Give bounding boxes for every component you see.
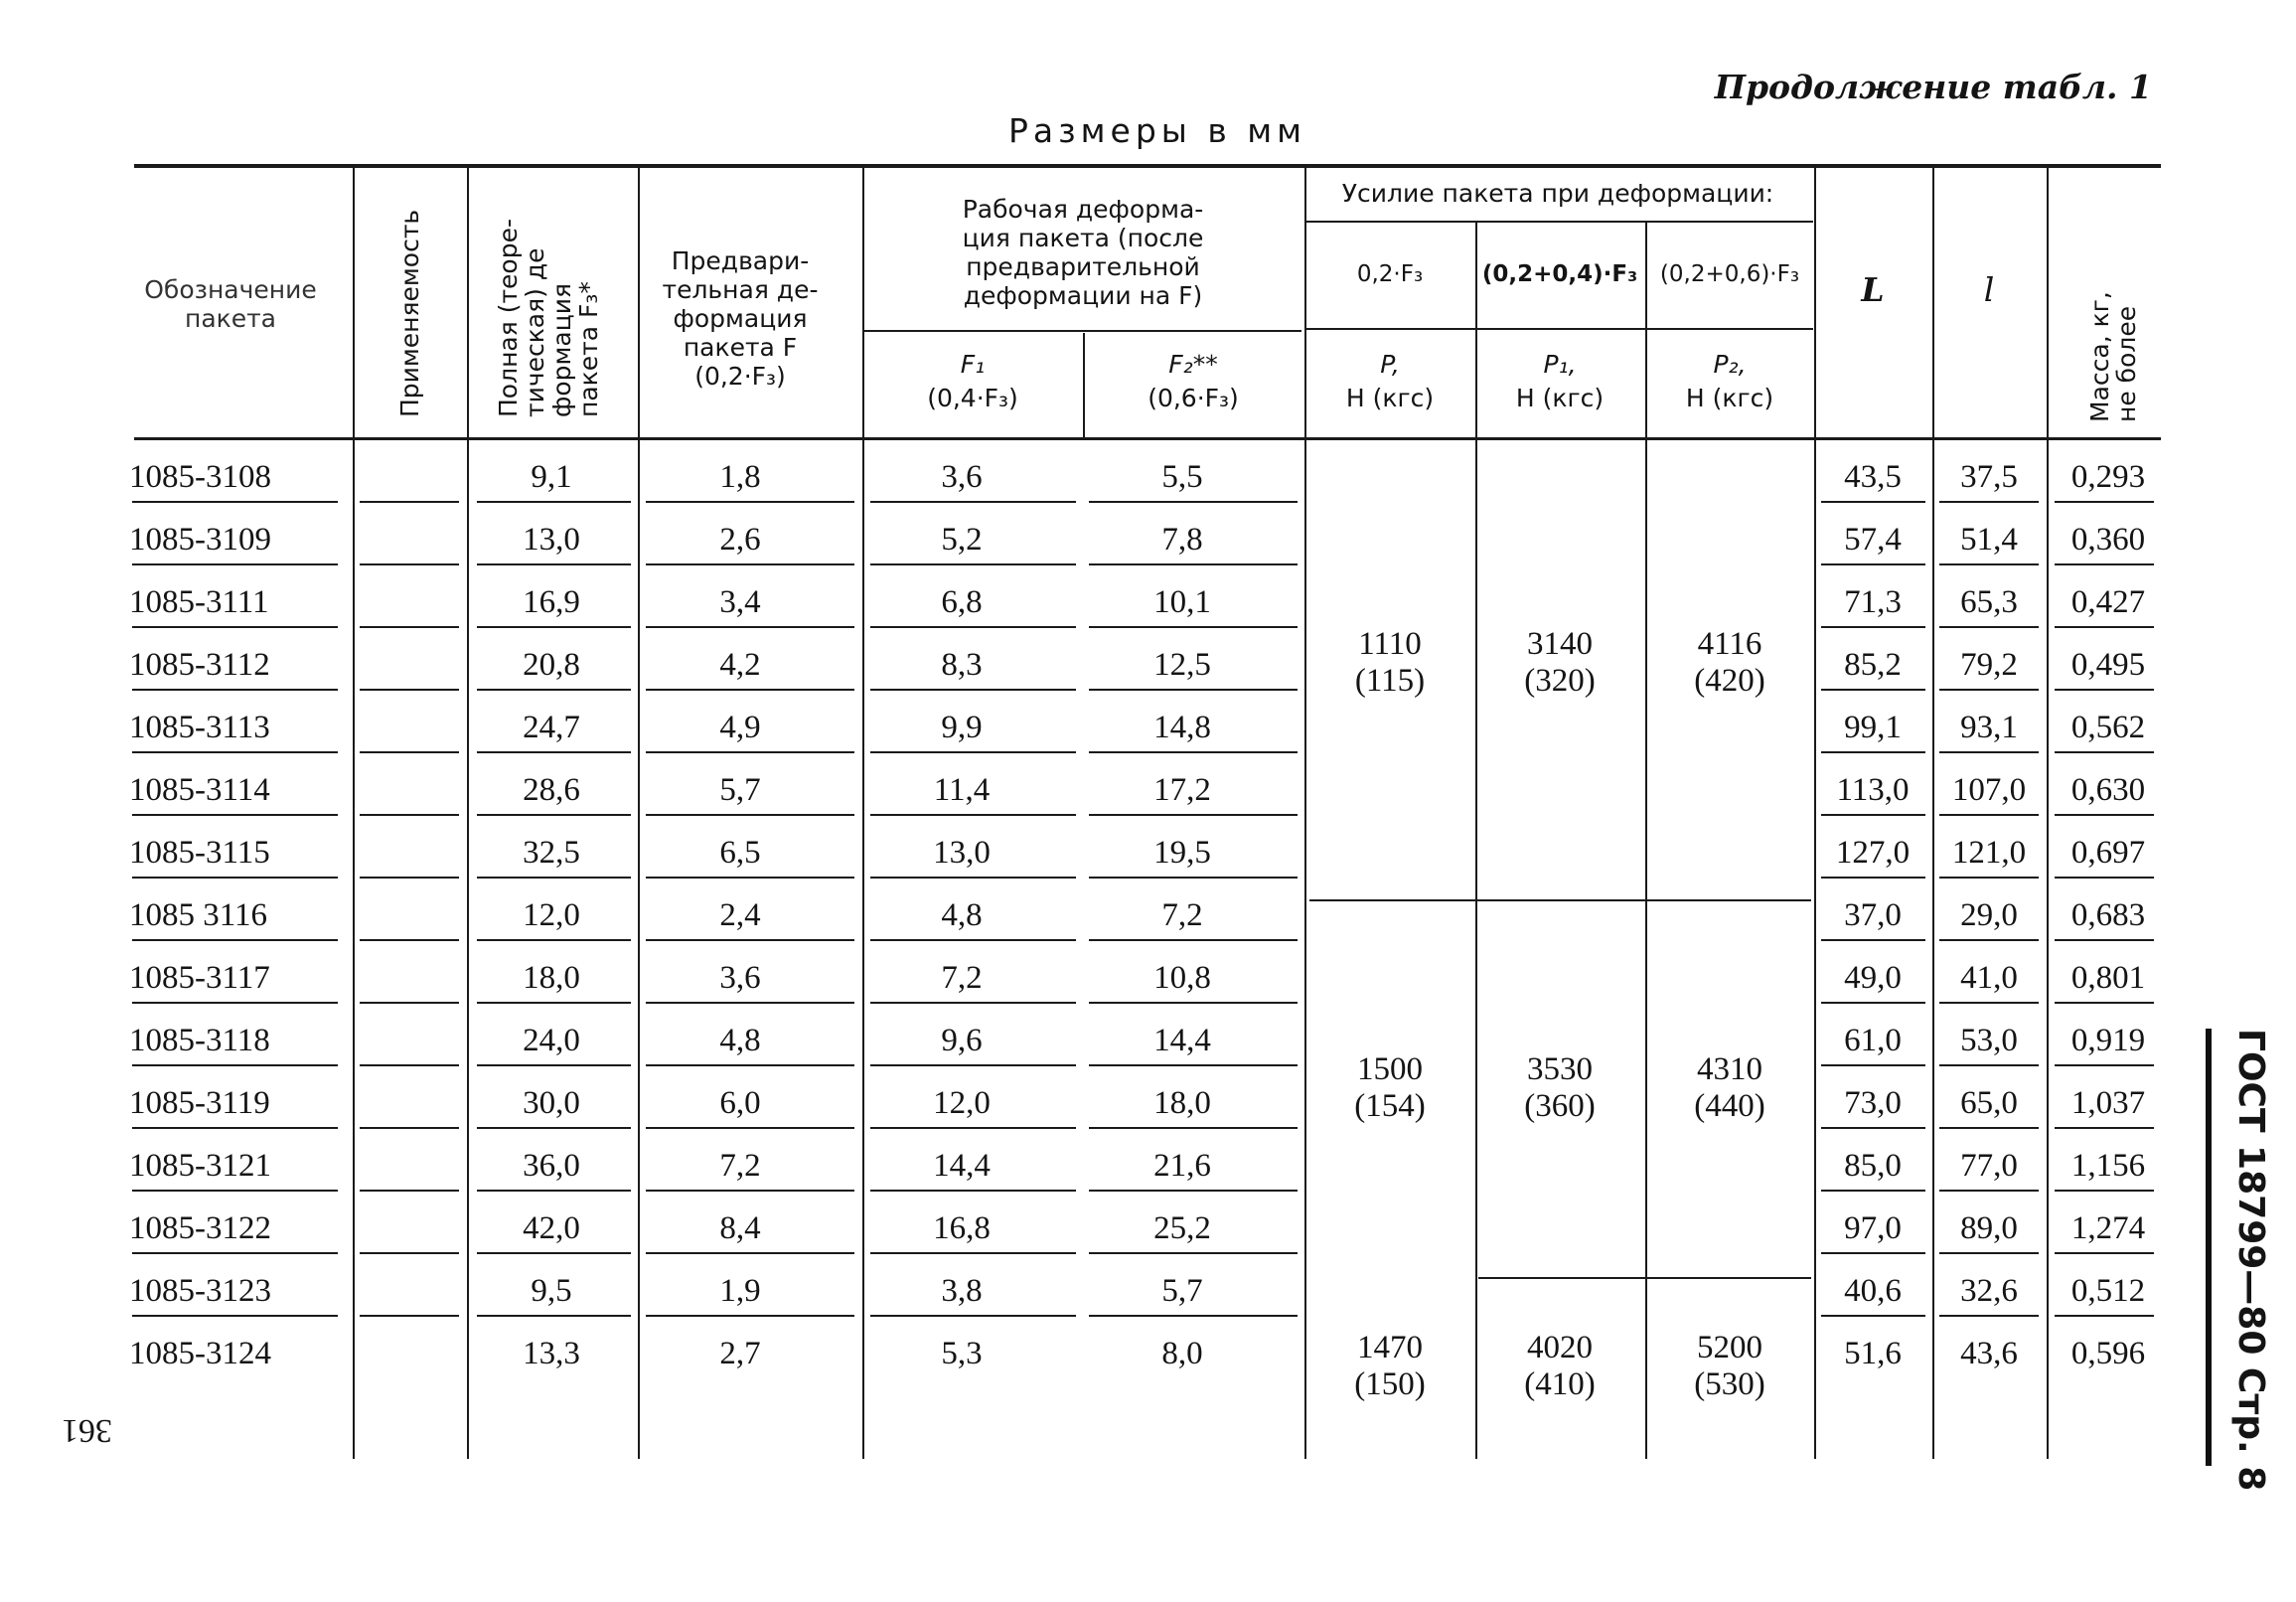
cell-f2: 12,5 <box>1153 647 1211 683</box>
cell-f2: 19,5 <box>1153 835 1211 871</box>
cell-f2: 17,2 <box>1153 772 1211 808</box>
row-rule <box>646 1190 854 1192</box>
cell-l: 89,0 <box>1960 1210 2018 1246</box>
cell-pre-def: 2,6 <box>719 522 761 558</box>
cell-l: 79,2 <box>1960 647 2018 683</box>
cell-designation: 1085-3124 <box>129 1336 271 1371</box>
row-rule <box>477 751 631 753</box>
row-rule <box>1821 1127 1925 1129</box>
row-rule <box>1939 877 2039 879</box>
row-rule <box>870 1002 1076 1004</box>
cell-full-def: 32,5 <box>523 835 580 871</box>
row-rule <box>1089 689 1298 691</box>
cell-full-def: 20,8 <box>523 647 580 683</box>
header-designation: Обозначение пакета <box>144 275 317 333</box>
cell-f2: 10,8 <box>1153 960 1211 996</box>
cell-pre-def: 1,8 <box>719 459 761 495</box>
cell-l: 107,0 <box>1951 772 2027 808</box>
row-rule <box>360 1064 459 1066</box>
cell-f2: 10,1 <box>1153 584 1211 620</box>
cell-pre-def: 7,2 <box>719 1148 761 1184</box>
row-rule <box>2055 939 2154 941</box>
cell-designation: 1085-3111 <box>129 584 269 620</box>
cell-full-def: 13,0 <box>523 522 580 558</box>
row-rule <box>2055 1127 2154 1129</box>
cell-f1: 12,0 <box>933 1085 991 1121</box>
cell-full-def: 12,0 <box>523 897 580 933</box>
row-rule <box>1089 1064 1298 1066</box>
row-rule <box>646 501 854 503</box>
cell-pre-def: 1,9 <box>719 1273 761 1309</box>
header-force-b: (0,2+0,4)·F₃ <box>1481 261 1638 287</box>
cell-mass: 1,156 <box>2070 1148 2146 1184</box>
cell-L: 37,0 <box>1844 897 1902 933</box>
row-rule <box>132 1002 338 1004</box>
row-rule <box>132 939 338 941</box>
cell-l: 37,5 <box>1960 459 2018 495</box>
cell-L: 49,0 <box>1844 960 1902 996</box>
row-rule <box>646 814 854 816</box>
cell-designation: 1085-3114 <box>129 772 270 808</box>
row-rule <box>870 1315 1076 1317</box>
row-rule <box>132 814 338 816</box>
row-rule <box>132 626 338 628</box>
cell-l: 29,0 <box>1960 897 2018 933</box>
row-rule <box>477 814 631 816</box>
row-rule <box>1089 814 1298 816</box>
cell-designation: 1085-3123 <box>129 1273 271 1309</box>
cell-mass: 1,037 <box>2070 1085 2146 1121</box>
row-rule <box>477 1315 631 1317</box>
row-rule <box>1821 689 1925 691</box>
row-rule <box>2055 1002 2154 1004</box>
row-rule <box>132 1252 338 1254</box>
cell-mass: 0,495 <box>2070 647 2146 683</box>
header-p1: P₁, Н (кгс) <box>1515 350 1605 412</box>
force-p-group-3: 1470 (150) <box>1354 1330 1426 1402</box>
cell-l: 53,0 <box>1960 1023 2018 1058</box>
cell-L: 85,2 <box>1844 647 1902 683</box>
row-rule <box>1939 1127 2039 1129</box>
row-rule <box>870 1064 1076 1066</box>
force-p1-group-1: 3140 (320) <box>1524 626 1596 699</box>
row-rule <box>360 501 459 503</box>
cell-designation: 1085-3108 <box>129 459 271 495</box>
row-rule <box>132 563 338 565</box>
cell-mass: 1,274 <box>2070 1210 2146 1246</box>
header-force-a: 0,2·F₃ <box>1356 261 1424 287</box>
cell-mass: 0,512 <box>2070 1273 2146 1309</box>
cell-designation: 1085-3119 <box>129 1085 270 1121</box>
header-f1: F₁ (0,4·F₃) <box>927 350 1018 412</box>
row-rule <box>870 814 1076 816</box>
force-p1-group-3: 4020 (410) <box>1524 1330 1596 1402</box>
row-rule <box>360 563 459 565</box>
row-rule <box>870 1127 1076 1129</box>
row-rule <box>477 501 631 503</box>
row-rule <box>870 626 1076 628</box>
page-number: 361 <box>62 1412 112 1449</box>
row-rule <box>870 877 1076 879</box>
cell-L: 99,1 <box>1844 710 1902 745</box>
row-rule <box>1939 501 2039 503</box>
cell-pre-def: 4,8 <box>719 1023 761 1058</box>
cell-full-def: 28,6 <box>523 772 580 808</box>
row-rule <box>360 1315 459 1317</box>
cell-designation: 1085-3117 <box>129 960 270 996</box>
row-rule <box>870 501 1076 503</box>
row-rule <box>360 1252 459 1254</box>
row-rule <box>360 1190 459 1192</box>
row-rule <box>1089 626 1298 628</box>
cell-full-def: 9,5 <box>531 1273 572 1309</box>
cell-designation: 1085-3121 <box>129 1148 271 1184</box>
row-rule <box>360 939 459 941</box>
row-rule <box>1821 563 1925 565</box>
cell-f2: 7,2 <box>1161 897 1203 933</box>
row-rule <box>132 689 338 691</box>
cell-pre-def: 3,4 <box>719 584 761 620</box>
row-rule <box>477 1002 631 1004</box>
cell-f1: 5,3 <box>941 1336 983 1371</box>
row-rule <box>360 1002 459 1004</box>
row-rule <box>2055 1315 2154 1317</box>
cell-pre-def: 6,0 <box>719 1085 761 1121</box>
row-rule <box>1089 939 1298 941</box>
row-rule <box>360 626 459 628</box>
row-rule <box>2055 626 2154 628</box>
row-rule <box>477 939 631 941</box>
row-rule <box>132 1127 338 1129</box>
header-p2: P₂, Н (кгс) <box>1685 350 1774 412</box>
cell-f1: 9,9 <box>941 710 983 745</box>
row-rule <box>2055 501 2154 503</box>
force-p1-group-2: 3530 (360) <box>1524 1051 1596 1124</box>
row-rule <box>360 751 459 753</box>
row-rule <box>1939 1252 2039 1254</box>
continuation-label: Продолжение табл. 1 <box>1714 68 2152 106</box>
row-rule <box>646 563 854 565</box>
row-rule <box>646 1064 854 1066</box>
cell-pre-def: 4,2 <box>719 647 761 683</box>
row-rule <box>1821 626 1925 628</box>
row-rule <box>646 877 854 879</box>
cell-f1: 14,4 <box>933 1148 991 1184</box>
cell-mass: 0,360 <box>2070 522 2146 558</box>
row-rule <box>1089 1315 1298 1317</box>
row-rule <box>1939 939 2039 941</box>
row-rule <box>477 689 631 691</box>
cell-pre-def: 6,5 <box>719 835 761 871</box>
cell-l: 121,0 <box>1951 835 2027 871</box>
row-rule <box>2055 563 2154 565</box>
row-rule <box>1939 814 2039 816</box>
row-rule <box>477 877 631 879</box>
cell-pre-def: 8,4 <box>719 1210 761 1246</box>
cell-f1: 6,8 <box>941 584 983 620</box>
cell-pre-def: 2,4 <box>719 897 761 933</box>
cell-L: 57,4 <box>1844 522 1902 558</box>
cell-L: 40,6 <box>1844 1273 1902 1309</box>
row-rule <box>646 1252 854 1254</box>
row-rule <box>1089 1252 1298 1254</box>
cell-mass: 0,562 <box>2070 710 2146 745</box>
cell-designation: 1085-3118 <box>129 1023 270 1058</box>
cell-f1: 9,6 <box>941 1023 983 1058</box>
cell-full-def: 9,1 <box>531 459 572 495</box>
row-rule <box>132 1315 338 1317</box>
cell-full-def: 16,9 <box>523 584 580 620</box>
header-force-c: (0,2+0,6)·F₃ <box>1659 261 1800 287</box>
force-p-group-1: 1110 (115) <box>1354 626 1426 699</box>
row-rule <box>1821 814 1925 816</box>
cell-designation: 1085 3116 <box>129 897 268 933</box>
row-rule <box>477 563 631 565</box>
cell-L: 43,5 <box>1844 459 1902 495</box>
header-f2: F₂** (0,6·F₃) <box>1148 350 1239 412</box>
cell-mass: 0,801 <box>2070 960 2146 996</box>
cell-full-def: 24,7 <box>523 710 580 745</box>
cell-f1: 4,8 <box>941 897 983 933</box>
row-rule <box>1821 1315 1925 1317</box>
cell-f2: 8,0 <box>1161 1336 1203 1371</box>
row-rule <box>477 1064 631 1066</box>
cell-L: 127,0 <box>1835 835 1911 871</box>
row-rule <box>1089 877 1298 879</box>
cell-l: 65,3 <box>1960 584 2018 620</box>
row-rule <box>1089 1190 1298 1192</box>
row-rule <box>1939 1315 2039 1317</box>
row-rule <box>360 877 459 879</box>
cell-l: 77,0 <box>1960 1148 2018 1184</box>
row-rule <box>870 689 1076 691</box>
row-rule <box>2055 1252 2154 1254</box>
row-rule <box>1939 1002 2039 1004</box>
cell-L: 51,6 <box>1844 1336 1902 1371</box>
cell-mass: 0,697 <box>2070 835 2146 871</box>
row-rule <box>870 1252 1076 1254</box>
cell-pre-def: 4,9 <box>719 710 761 745</box>
header-L: L <box>1861 270 1885 309</box>
row-rule <box>1939 1190 2039 1192</box>
header-l: l <box>1983 270 1995 309</box>
row-rule <box>646 1002 854 1004</box>
row-rule <box>477 1190 631 1192</box>
header-pre-deformation: Предвари- тельная де- формация пакета F (0,2·F₃) <box>662 246 819 391</box>
cell-designation: 1085-3122 <box>129 1210 271 1246</box>
cell-designation: 1085-3115 <box>129 835 270 871</box>
row-rule <box>132 751 338 753</box>
row-rule <box>1821 1064 1925 1066</box>
cell-f1: 8,3 <box>941 647 983 683</box>
cell-f1: 3,6 <box>941 459 983 495</box>
cell-mass: 0,919 <box>2070 1023 2146 1058</box>
cell-mass: 0,596 <box>2070 1336 2146 1371</box>
row-rule <box>870 1190 1076 1192</box>
row-rule <box>1939 689 2039 691</box>
row-rule <box>2055 877 2154 879</box>
row-rule <box>132 1064 338 1066</box>
row-rule <box>1089 563 1298 565</box>
row-rule <box>132 877 338 879</box>
row-rule <box>2055 814 2154 816</box>
cell-pre-def: 2,7 <box>719 1336 761 1371</box>
row-rule <box>1089 751 1298 753</box>
cell-full-def: 13,3 <box>523 1336 580 1371</box>
row-rule <box>360 1127 459 1129</box>
cell-f2: 25,2 <box>1153 1210 1211 1246</box>
cell-l: 32,6 <box>1960 1273 2018 1309</box>
header-full-deformation: Полная (теоре- тическая) де формация пакета F₃* <box>494 219 603 417</box>
cell-f2: 5,5 <box>1161 459 1203 495</box>
side-label: ГОСТ 18799—80 Стр. 8 <box>2230 1029 2271 1492</box>
row-rule <box>646 751 854 753</box>
cell-f2: 7,8 <box>1161 522 1203 558</box>
side-bar <box>2206 1029 2212 1466</box>
cell-designation: 1085-3113 <box>129 710 270 745</box>
row-rule <box>1939 626 2039 628</box>
cell-L: 97,0 <box>1844 1210 1902 1246</box>
force-p2-group-3: 5200 (530) <box>1694 1330 1765 1402</box>
cell-f2: 21,6 <box>1153 1148 1211 1184</box>
row-rule <box>2055 689 2154 691</box>
cell-designation: 1085-3112 <box>129 647 270 683</box>
row-rule <box>1939 1064 2039 1066</box>
cell-full-def: 30,0 <box>523 1085 580 1121</box>
row-rule <box>870 751 1076 753</box>
cell-l: 51,4 <box>1960 522 2018 558</box>
cell-pre-def: 3,6 <box>719 960 761 996</box>
cell-L: 73,0 <box>1844 1085 1902 1121</box>
row-rule <box>646 939 854 941</box>
cell-full-def: 36,0 <box>523 1148 580 1184</box>
cell-f1: 5,2 <box>941 522 983 558</box>
row-rule <box>2055 1064 2154 1066</box>
cell-full-def: 42,0 <box>523 1210 580 1246</box>
cell-l: 43,6 <box>1960 1336 2018 1371</box>
row-rule <box>477 1252 631 1254</box>
cell-mass: 0,683 <box>2070 897 2146 933</box>
header-applicability: Применяемость <box>395 209 424 417</box>
header-working-deformation: Рабочая деформа- ция пакета (после предварительной деформации на F) <box>962 195 1204 310</box>
cell-full-def: 18,0 <box>523 960 580 996</box>
header-force: Усилие пакета при деформации: <box>1341 179 1774 208</box>
cell-full-def: 24,0 <box>523 1023 580 1058</box>
cell-L: 113,0 <box>1836 772 1910 808</box>
row-rule <box>646 689 854 691</box>
cell-f2: 18,0 <box>1153 1085 1211 1121</box>
row-rule <box>1821 1252 1925 1254</box>
cell-f1: 7,2 <box>941 960 983 996</box>
cell-f1: 11,4 <box>933 772 991 808</box>
row-rule <box>477 626 631 628</box>
cell-designation: 1085-3109 <box>129 522 271 558</box>
cell-f2: 5,7 <box>1161 1273 1203 1309</box>
cell-f2: 14,8 <box>1153 710 1211 745</box>
cell-l: 41,0 <box>1960 960 2018 996</box>
row-rule <box>360 814 459 816</box>
cell-L: 85,0 <box>1844 1148 1902 1184</box>
cell-f1: 16,8 <box>933 1210 991 1246</box>
header-p: P, Н (кгс) <box>1345 350 1435 412</box>
row-rule <box>1089 501 1298 503</box>
row-rule <box>1821 1190 1925 1192</box>
cell-L: 61,0 <box>1844 1023 1902 1058</box>
row-rule <box>646 1127 854 1129</box>
row-rule <box>360 689 459 691</box>
cell-mass: 0,293 <box>2070 459 2146 495</box>
cell-pre-def: 5,7 <box>719 772 761 808</box>
header-mass: Масса, кг, не более <box>2085 291 2141 422</box>
row-rule <box>870 939 1076 941</box>
cell-mass: 0,427 <box>2070 584 2146 620</box>
row-rule <box>1821 1002 1925 1004</box>
row-rule <box>477 1127 631 1129</box>
units-label: Размеры в мм <box>1007 111 1307 150</box>
cell-f1: 13,0 <box>933 835 991 871</box>
row-rule <box>1939 751 2039 753</box>
row-rule <box>1089 1127 1298 1129</box>
row-rule <box>132 501 338 503</box>
row-rule <box>870 563 1076 565</box>
cell-l: 65,0 <box>1960 1085 2018 1121</box>
cell-f2: 14,4 <box>1153 1023 1211 1058</box>
force-p2-group-1: 4116 (420) <box>1694 626 1765 699</box>
cell-l: 93,1 <box>1960 710 2018 745</box>
row-rule <box>1089 1002 1298 1004</box>
row-rule <box>1821 751 1925 753</box>
row-rule <box>646 1315 854 1317</box>
force-p-group-2: 1500 (154) <box>1354 1051 1426 1124</box>
row-rule <box>2055 1190 2154 1192</box>
cell-mass: 0,630 <box>2070 772 2146 808</box>
force-p2-group-2: 4310 (440) <box>1694 1051 1765 1124</box>
row-rule <box>1821 877 1925 879</box>
cell-L: 71,3 <box>1844 584 1902 620</box>
row-rule <box>1821 939 1925 941</box>
cell-f1: 3,8 <box>941 1273 983 1309</box>
row-rule <box>132 1190 338 1192</box>
row-rule <box>1821 501 1925 503</box>
row-rule <box>646 626 854 628</box>
row-rule <box>2055 751 2154 753</box>
row-rule <box>1939 563 2039 565</box>
